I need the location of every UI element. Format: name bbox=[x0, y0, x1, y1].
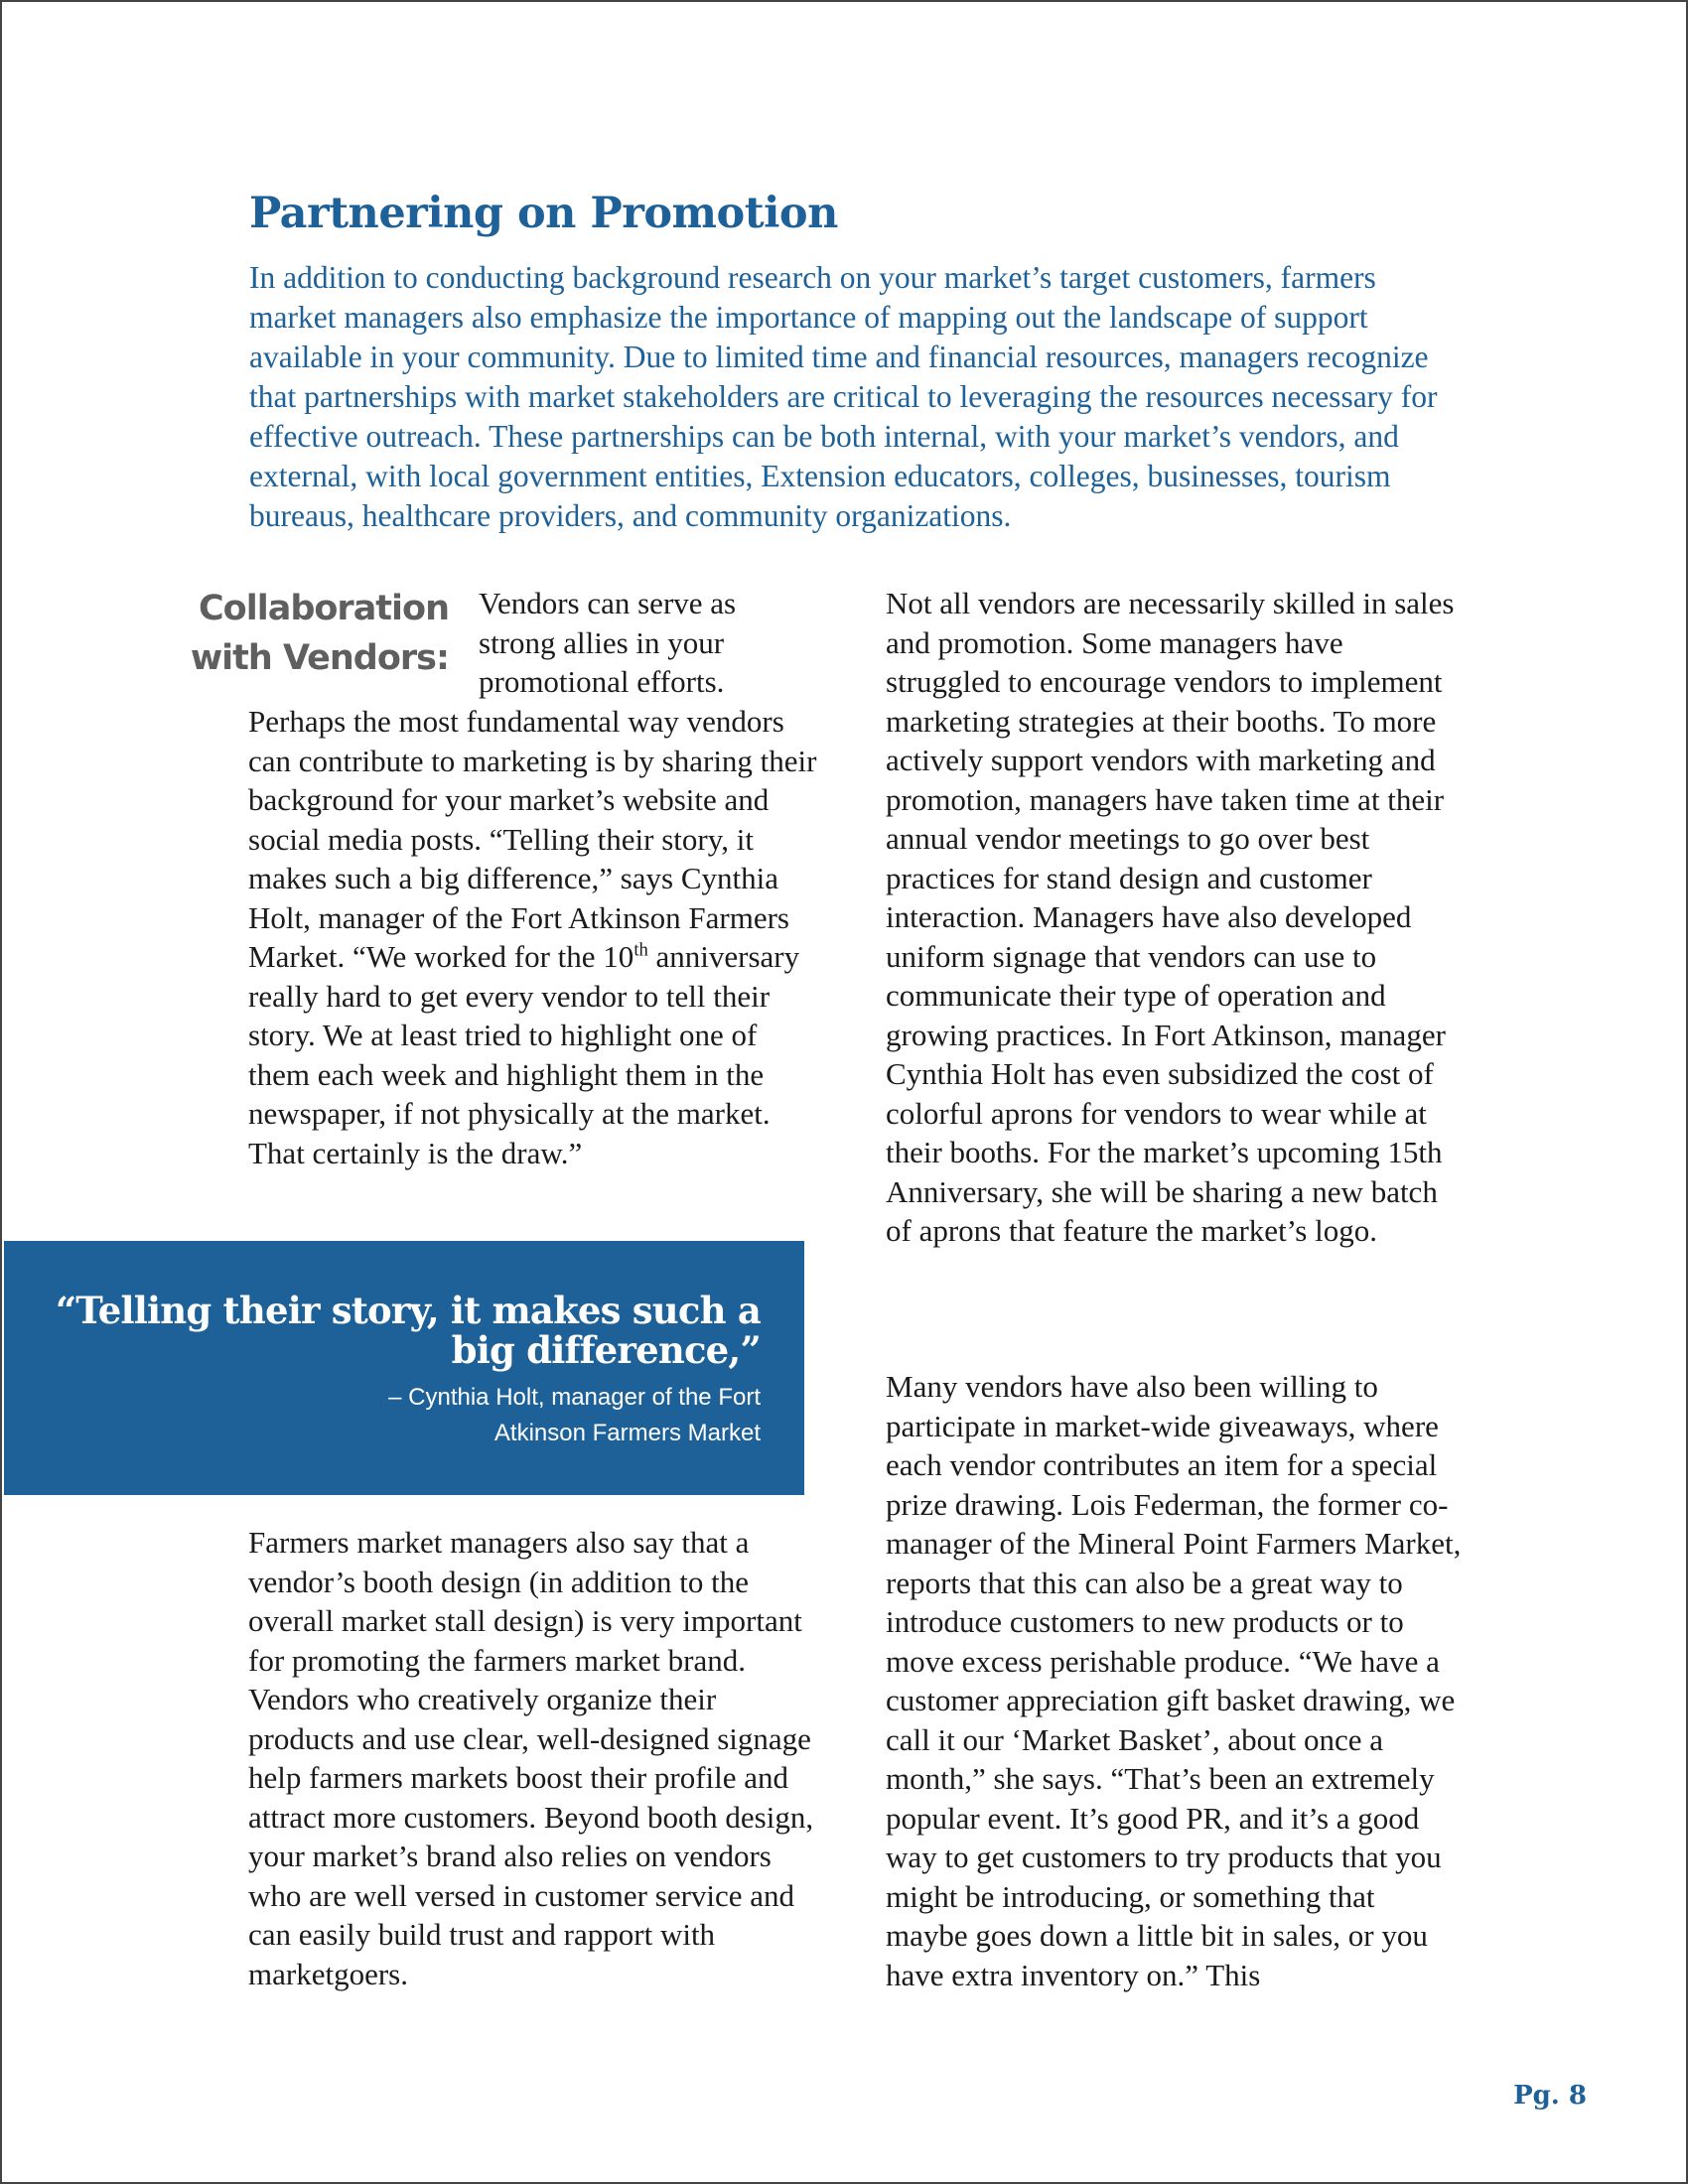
right-column-paragraph-1: Not all vendors are necessarily skilled in sales and promotion. Some managers have struggled to encourage vendors to implement marketing strategies at their booths. To more actively support vendors with marketing and promotion, managers have taken time at their annual vendor meetings to go over best practices for stand design and customer interaction. Managers have also developed uniform signage that vendors can use to communicate their type of operation and growing practices. In Fort Atkinson, manager Cynthia Holt has even subsidized the cost of colorful aprons for vendors to wear while at their booths. For the market’s upcoming 15th Anniversary, she will be sharing a new batch of aprons that feature the market’s logo. bbox=[886, 586, 1455, 1248]
right-column-paragraph-2: Many vendors have also been willing to participate in market-wide giveaways, where each vendor contributes an item for a special prize drawing. Lois Federman, the former co-manager of the Mineral Point Farmers Market, reports that this can also be a great way to introduce customers to new products or to move excess perishable produce. “We have a customer appreciation gift basket drawing, we call it our ‘Market Basket’, about once a month,” she says. “That’s been an extremely popular event. It’s good PR, and it’s a good way to get customers to try products that you might be introducing, or something that maybe goes down a little bit in sales, or you have extra inventory on.” This bbox=[886, 1369, 1462, 1992]
section-heading: Collaboration with Vendors: bbox=[190, 589, 449, 678]
section-continuation-paragraph bbox=[248, 702, 824, 1172]
pull-quote-box bbox=[4, 1241, 804, 1495]
page-number: Pg. 8 bbox=[1513, 2081, 1587, 2111]
pull-quote-attribution: – Cynthia Holt, manager of the Fort Atkinson Farmers Market bbox=[388, 1384, 761, 1446]
page-title: Partnering on Promotion bbox=[249, 189, 838, 238]
continuation-text-part-1: Perhaps the most fundamental way vendors can contribute to marketing is by sharing their background for your market’s website and social media posts. “Telling their story, it makes such a big difference,” says Cynthia Holt, manager of the Fort Atkinson Farmers Market. “We worked for the 10 bbox=[248, 704, 817, 974]
section-lead-paragraph: Vendors can serve as strong allies in your promotional efforts. bbox=[479, 586, 737, 699]
booth-design-paragraph: Farmers market managers also say that a vendor’s booth design (in addition to the overall market stall design) is very important for promoting the farmers market brand. Vendors who creatively organize their products and use clear, well-designed signage help farmers markets boost their profile and attract more customers. Beyond booth design, your market’s brand also relies on vendors who are well versed in customer service and can easily build trust and rapport with marketgoers. bbox=[248, 1525, 814, 1991]
intro-paragraph: In addition to conducting background research on your market’s target customers, farmers market managers also emphasize the importance of mapping out the landscape of support available in your community. Due to limited time and financial resources, managers recognize that partnerships with market stakeholders are critical to leveraging the resources necessary for effective outreach. These partnerships can be both internal, with your market’s vendors, and external, with local government entities, Extension educators, colleges, businesses, tourism bureaus, healthcare providers, and community organizations. bbox=[249, 260, 1438, 533]
ordinal-superscript: th bbox=[633, 939, 648, 961]
continuation-text-part-2: anniversary really hard to get every vendor to tell their story. We at least tried to highlight one of them each week and highlight them in the newspaper, if not physically at the market. That certainly is the draw.” bbox=[248, 939, 800, 1170]
pull-quote-text: “Telling their story, it makes such a big difference,” bbox=[55, 1289, 761, 1372]
